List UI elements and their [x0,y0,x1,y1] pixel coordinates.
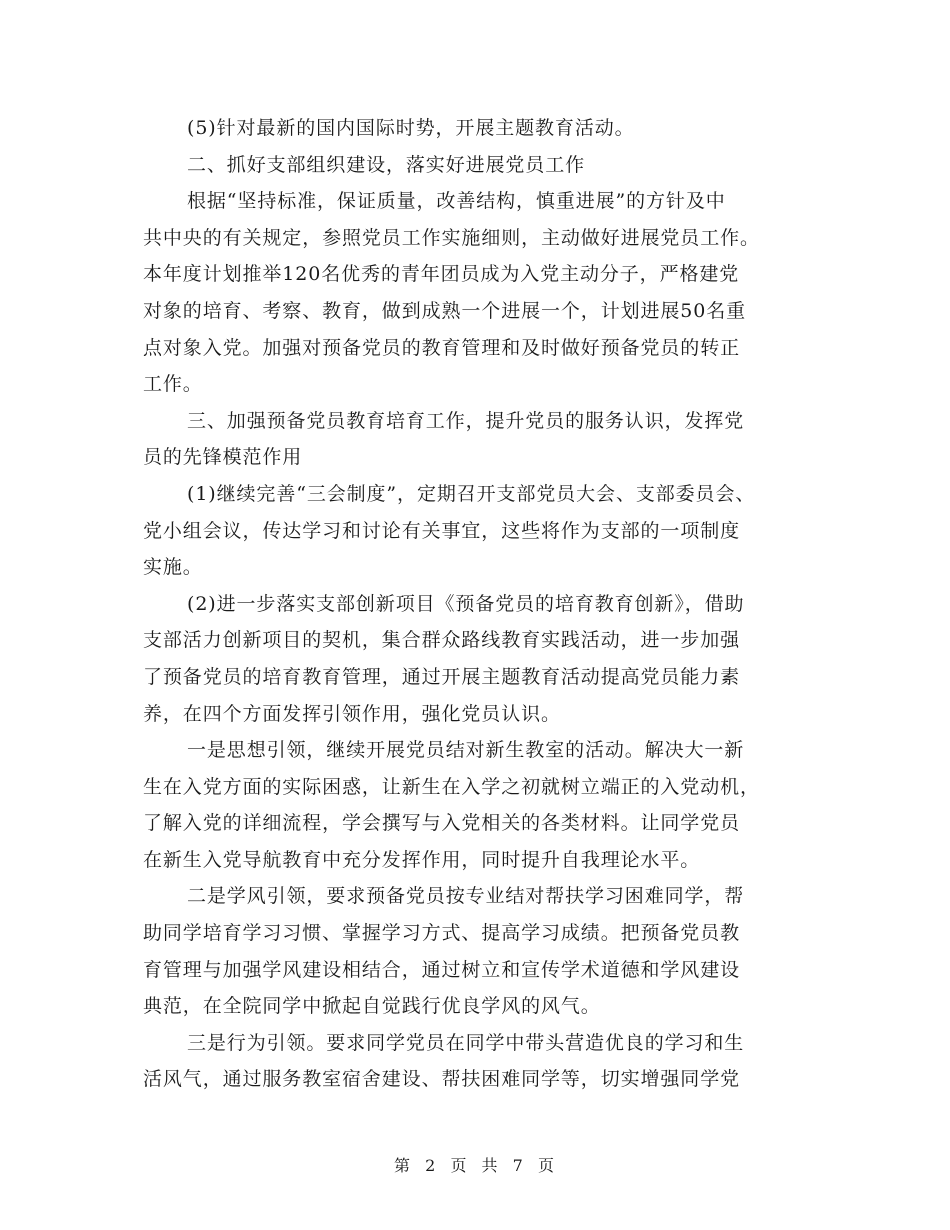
text-line: (1)继续完善“三会制度”，定期召开支部党员大会、支部委员会、 [187,482,756,505]
text-line: 养，在四个方面发挥引领作用，强化党员认识。 [143,702,561,725]
text-line: 典范，在全院同学中掀起自觉践行优良学风的风气。 [143,995,601,1018]
text-line: 实施。 [143,556,203,579]
page-footer [0,1153,950,1176]
text-line: (2)进一步落实支部创新项目《预备党员的培育教育创新》，借助 [187,592,745,615]
text-line: 支部活力创新项目的契机，集合群众路线教育实践活动，进一步加强 [143,629,741,652]
section-heading: 三、加强预备党员教育培育工作，提升党员的服务认识，发挥党 [187,409,745,432]
text-line: 党小组会议，传达学习和讨论有关事宜，这些将作为支部的一项制度 [143,519,741,542]
text-line: 在新生入党导航教育中充分发挥作用，同时提升自我理论水平。 [143,848,701,871]
total-page-count: 7 [512,1156,525,1175]
footer-label: 页 [537,1156,556,1175]
text-line: 根据“坚持标准，保证质量，改善结构，慎重进展”的方针及中 [187,190,726,213]
text-line: 了解入党的详细流程，学会撰写与入党相关的各类材料。让同学党员 [143,812,741,835]
text-line: 三是行为引领。要求同学党员在同学中带头营造优良的学习和生 [187,1031,745,1054]
text-line: 本年度计划推举120名优秀的青年团员成为入党主动分子，严格建党 [143,263,740,286]
text-line: 助同学培育学习习惯、掌握学习方式、提高学习成绩。把预备党员教 [143,922,741,945]
text-line: 了预备党员的培育教育管理，通过开展主题教育活动提高党员能力素 [143,665,741,688]
text-line: (5)针对最新的国内国际时势，开展主题教育活动。 [187,117,635,139]
text-line: 共中央的有关规定，参照党员工作实施细则，主动做好进展党员工作。 [143,226,760,249]
text-line: 生在入党方面的实际困惑，让新生在入学之初就树立端正的入党动机， [143,775,760,798]
section-heading: 二、抓好支部组织建设，落实好进展党员工作 [187,153,586,176]
text-line: 工作。 [143,373,203,396]
text-line: 活风气，通过服务教室宿舍建设、帮扶困难同学等，切实增强同学党 [143,1068,741,1091]
text-line: 对象的培育、考察、教育，做到成熟一个进展一个，计划进展50名重 [143,299,747,322]
text-line: 育管理与加强学风建设相结合，通过树立和宣传学术道德和学风建设 [143,958,741,981]
footer-label: 第 [394,1156,413,1175]
document-body [143,110,811,1098]
footer-label: 共 [481,1156,500,1175]
text-line: 二是学风引领，要求预备党员按专业结对帮扶学习困难同学，帮 [187,885,745,908]
text-line: 一是思想引领，继续开展党员结对新生教室的活动。解决大一新 [187,739,745,762]
section-heading: 员的先锋模范作用 [143,446,303,469]
footer-label: 页 [450,1156,469,1175]
text-line: 点对象入党。加强对预备党员的教育管理和及时做好预备党员的转正 [143,336,741,359]
current-page-number: 2 [425,1156,438,1175]
